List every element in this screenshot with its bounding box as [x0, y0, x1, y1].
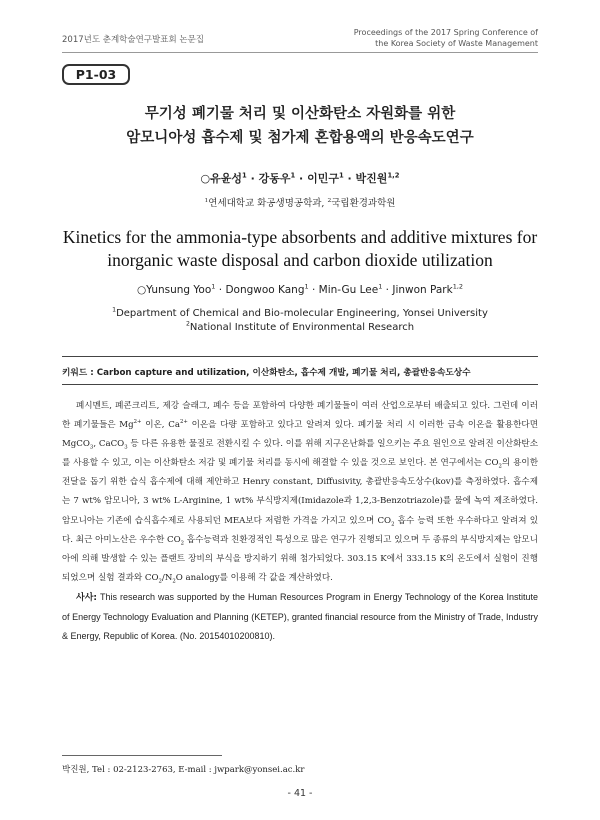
formula-subscript: 2	[391, 521, 395, 528]
abstract-paragraph	[62, 397, 538, 588]
english-authors	[40, 284, 560, 296]
author-separator: ·	[215, 284, 226, 296]
author-marker: ○	[136, 284, 147, 296]
author-affil-sup: 1	[304, 282, 309, 291]
author-name: Min-Gu Lee	[318, 284, 379, 296]
abstract-text: 이온, Ca	[141, 420, 180, 431]
formula-subscript: 2	[158, 578, 162, 585]
affil-sup: 1	[204, 197, 209, 204]
abstract-text: 흡수능력과 친환경적인 특성으로 많은 연구가 진행되고 있으며 두 종류의 부식방지제는 암모니아에 의해 발생할 수 있는 플랜트 장비의 부식을 방지하기 위해 첨가되었다. 303.15 K에서 333.15 K의 온도에서 실험이 진행되었으며 실험 결과와 CO	[62, 534, 538, 583]
abstract-text: , CaCO	[93, 439, 125, 450]
korean-title-line2: 암모니아성 흡수제 및 첨가제 혼합용액의 반응속도연구	[126, 130, 474, 146]
english-title-line2: inorganic waste disposal and carbon dioxide utilization	[107, 250, 493, 270]
formula-subscript: 3	[89, 444, 94, 451]
author-affil-sup: 1,2	[452, 282, 464, 291]
english-affil-line1	[40, 307, 560, 321]
affil-text: 국립환경과학원	[331, 198, 396, 209]
author-separator: ·	[246, 172, 259, 185]
author-separator: ·	[295, 172, 308, 185]
korean-authors	[40, 170, 560, 186]
footnote-divider	[62, 755, 222, 756]
affil-sup: 2	[185, 320, 190, 328]
author-affil-sup: 1,2	[387, 171, 400, 180]
affil-text: 연세대학교 화공생명공학과,	[208, 198, 328, 209]
ion-charge: 2+	[133, 419, 142, 426]
abstract-text: 등 다른 유용한 물질로 전환시킬 수 있다. 이를 위해 지구온난화를 일으키는 주요 원인으로 알려진 이산화탄소를 사용할 수 있고, 이는 이산화탄소 저감 및 폐기물 처리를 동시에 해결할 수 있을 것으로 보인다. 본 연구에서는 CO	[62, 439, 538, 469]
author-name: 유윤성	[210, 172, 242, 185]
keywords-rule-bottom	[62, 384, 538, 385]
author-affil-sup: 1	[211, 282, 216, 291]
formula-subscript: 3	[124, 444, 128, 451]
keywords-label: 키워드 :	[62, 368, 97, 378]
abstract-text: 이온을 다량 포함하고 있다고 알려져 있다. 폐기물 처리 시 이러한 금속 이온을 활용한다면 MgCO	[62, 420, 539, 450]
english-title	[40, 226, 560, 272]
author-name: Jinwon Park	[392, 284, 453, 296]
english-title-line1: Kinetics for the ammonia-type absorbents and additive mixtures for	[62, 227, 538, 247]
korean-title-line1: 무기성 폐기물 처리 및 이산화탄소 자원화를 위한	[144, 106, 456, 122]
author-affil-sup: 1	[290, 171, 296, 180]
english-affiliations	[40, 307, 560, 335]
keywords-text: Carbon capture and utilization, 이산화탄소, 흡수제 개발, 폐기물 처리, 총괄반응속도상수	[96, 368, 471, 378]
author-name: Yunsung Yoo	[146, 284, 212, 296]
abstract-text: 폐시멘트, 폐콘크리트, 제강 슬래그, 폐수 등을 포함하여 다양한 폐기물들이 여러 산업으로부터 배출되고 있다. 그런데 이러한 폐기물들은 Mg	[62, 401, 538, 431]
keywords	[62, 366, 538, 378]
korean-title	[40, 102, 560, 150]
acknowledgment-label: 사사:	[76, 593, 97, 603]
formula-subscript: 2	[498, 464, 502, 470]
running-header-right-line2: the Korea Society of Waste Management	[375, 39, 538, 48]
affil-sup: 1	[112, 306, 117, 314]
author-separator: ·	[382, 284, 393, 296]
author-marker: ○	[200, 172, 211, 185]
author-name: 박진원	[355, 172, 388, 185]
author-separator: ·	[343, 172, 356, 185]
abstract-text: O analogy를 이용해 각 값을 계산하였다.	[175, 572, 333, 583]
english-affil-line2	[40, 321, 560, 335]
abstract-text: /N	[161, 572, 173, 583]
acknowledgment-text: This research was supported by the Human Resources Program in Energy Technology of the Korea Institute of Energy Technology Evaluation and Planning (KETEP), granted financial resource from the Ministry of Trade, Industry & Energy, Republic of Korea. (No. 20154010200810).	[62, 592, 538, 641]
header-divider	[62, 52, 538, 53]
abstract-text: 흡수 능력 또한 우수하다고 알려져 있다. 최근 아미노산은 우수한 CO	[62, 515, 539, 545]
paper-code-badge: P1-03	[62, 64, 130, 85]
running-header-left: 2017년도 춘계학술연구발표회 논문집	[62, 35, 204, 45]
acknowledgment-paragraph	[62, 588, 538, 646]
formula-subscript: 2	[172, 578, 176, 585]
formula-subscript: 2	[180, 540, 185, 547]
author-affil-sup: 1	[338, 171, 344, 180]
korean-affiliations	[40, 195, 560, 209]
page-number: - 41 -	[287, 788, 313, 799]
author-separator: ·	[308, 284, 319, 296]
acknowledgment	[62, 588, 538, 646]
author-name: Dongwoo Kang	[225, 284, 305, 296]
ion-charge: 2+	[179, 419, 188, 426]
author-name: 강동우	[258, 172, 291, 185]
keywords-rule-top	[62, 356, 538, 357]
corresponding-author-footnote: 박진원, Tel : 02-2123-2763, E-mail : jwpark@yonsei.ac.kr	[62, 765, 305, 775]
author-name: 이민구	[307, 172, 339, 185]
abstract-body	[62, 397, 538, 588]
running-header-right-line1: Proceedings of the 2017 Spring Conference of	[353, 28, 538, 37]
affil-text: National Institute of Environmental Research	[189, 322, 415, 333]
author-affil-sup: 1	[241, 171, 247, 180]
affil-sup: 2	[327, 197, 332, 204]
author-affil-sup: 1	[378, 282, 383, 291]
affil-text: Department of Chemical and Bio-molecular Engineering, Yonsei University	[116, 308, 488, 319]
abstract-text: 의 용이한 전달을 돕기 위한 습식 흡수제에 대해 제안하고 Henry constant, Diffusivity, 총괄반응속도상수(kov)를 측정하였다. 흡수제는 7 wt% 암모니아, 3 wt% L-Arginine, 1 wt% 부식방지제(Imidazole과 1,2,3-Benzotriazole)를 물에 녹여 제조하였다. 암모니아는 기존에 습식흡수제로 사용되던 MEA보다 저렴한 가격을 가지고 있으며 CO	[62, 458, 538, 526]
running-header-right	[354, 27, 538, 49]
